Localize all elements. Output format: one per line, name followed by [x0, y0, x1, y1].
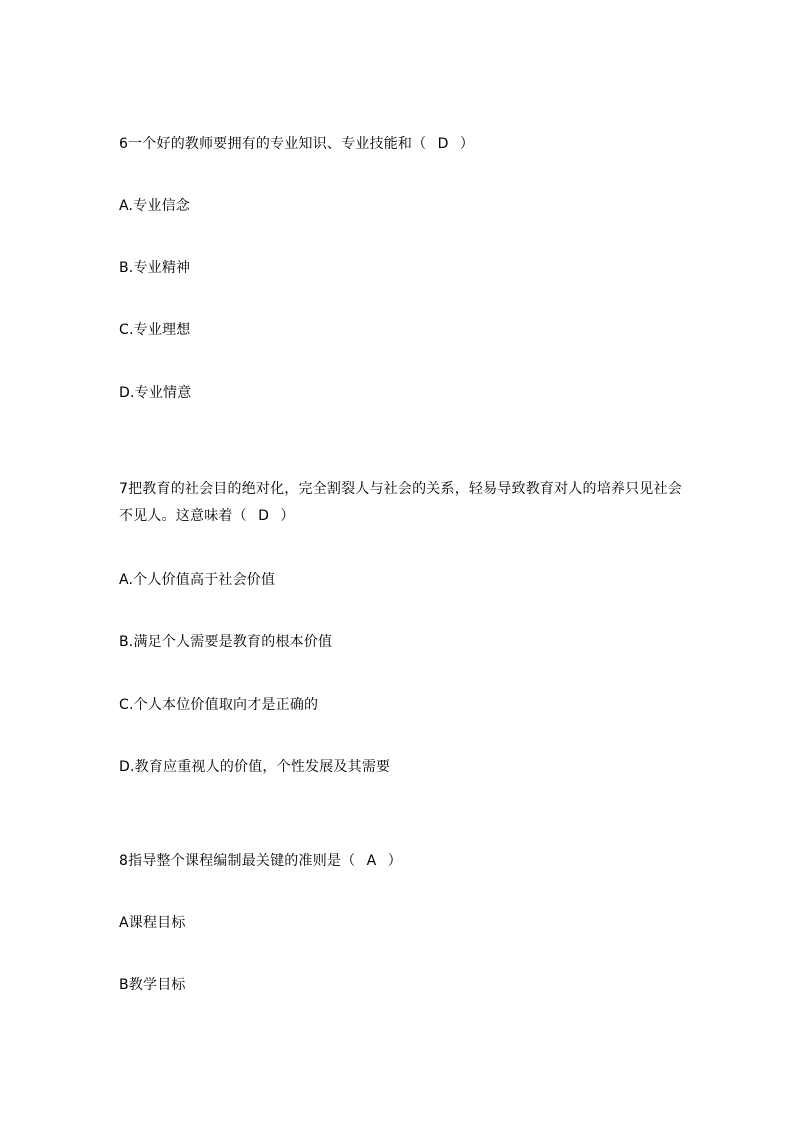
- option-b: B.专业精神: [119, 260, 191, 276]
- answer-letter: A: [366, 853, 377, 869]
- option-d: D.教育应重视人的价值，个性发展及其需要: [119, 759, 391, 775]
- option-a: A.专业信念: [119, 198, 190, 214]
- option-b: B.满足个人需要是教育的根本价值: [119, 634, 333, 650]
- answer-close-paren: ）: [459, 136, 475, 152]
- question-text: 把教育的社会目的绝对化，完全割裂人与社会的关系，轻易导致教育对人的培养只见社会不见人。这意味着（: [119, 481, 682, 524]
- answer-close-paren: ）: [387, 853, 402, 869]
- option-a: A课程目标: [119, 915, 186, 931]
- option-b: B教学目标: [119, 977, 186, 993]
- option-c: C.专业理想: [119, 322, 191, 338]
- question-number: 6: [119, 136, 129, 152]
- question-number: 7: [119, 481, 129, 497]
- option-c: C.个人本位价值取向才是正确的: [119, 697, 319, 713]
- question-7-stem: [119, 476, 689, 530]
- option-d: D.专业情意: [119, 385, 192, 401]
- question-number: 8: [119, 853, 129, 869]
- answer-letter: D: [258, 508, 270, 524]
- answer-close-paren: ）: [280, 508, 295, 524]
- question-8-stem: [119, 851, 402, 871]
- question-6-stem: [119, 134, 474, 154]
- option-a: A.个人价值高于社会价值: [119, 572, 276, 588]
- question-text: 一个好的教师要拥有的专业知识、专业技能和（: [128, 136, 427, 152]
- answer-letter: D: [437, 136, 449, 152]
- question-text: 指导整个课程编制最关键的准则是（: [128, 853, 356, 869]
